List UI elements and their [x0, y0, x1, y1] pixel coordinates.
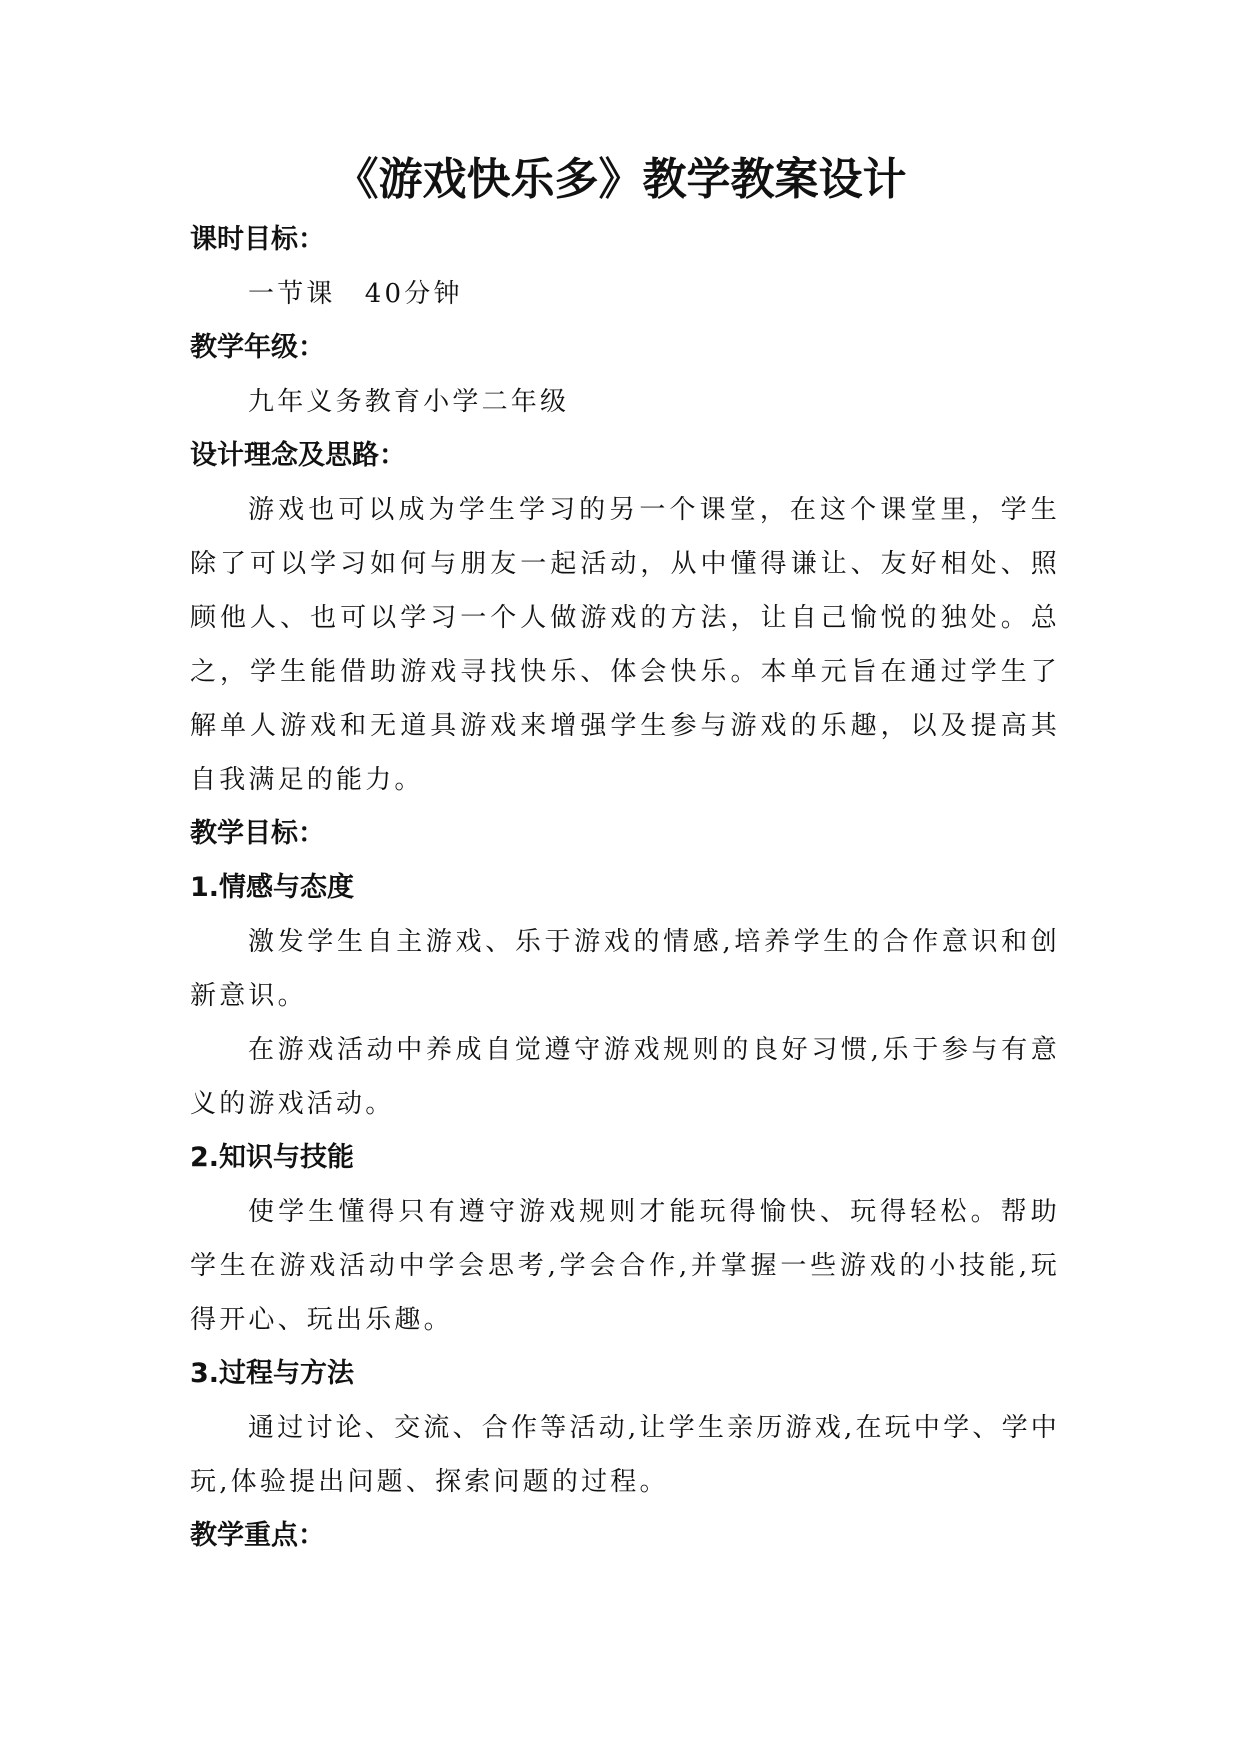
- heading-key-points: 教学重点：: [190, 1520, 325, 1551]
- emotion-paragraph-2: 在游戏活动中养成自觉遵守游戏规则的良好习惯,乐于参与有意义的游戏活动。: [190, 1035, 1060, 1119]
- process-paragraph: 通过讨论、交流、合作等活动,让学生亲历游戏,在玩中学、学中玩,体验提出问题、探索问题的过程。: [190, 1413, 1060, 1497]
- document-body: [190, 213, 1060, 1563]
- emotion-paragraph-1: 激发学生自主游戏、乐于游戏的情感,培养学生的合作意识和创新意识。: [190, 927, 1060, 1011]
- design-idea-paragraph: 游戏也可以成为学生学习的另一个课堂，在这个课堂里，学生除了可以学习如何与朋友一起活动，从中懂得谦让、友好相处、照顾他人、也可以学习一个人做游戏的方法，让自己愉悦的独处。总之，学生能借助游戏寻找快乐、体会快乐。本单元旨在通过学生了解单人游戏和无道具游戏来增强学生参与游戏的乐趣，以及提高其自我满足的能力。: [190, 495, 1060, 795]
- heading-knowledge-skill: 2.知识与技能: [190, 1142, 355, 1173]
- heading-process-method: 3.过程与方法: [190, 1358, 355, 1389]
- heading-grade: 教学年级：: [190, 332, 325, 363]
- lesson-time-text: 一节课 40分钟: [248, 279, 463, 309]
- grade-text: 九年义务教育小学二年级: [248, 387, 570, 417]
- knowledge-paragraph: 使学生懂得只有遵守游戏规则才能玩得愉快、玩得轻松。帮助学生在游戏活动中学会思考,学会合作,并掌握一些游戏的小技能,玩得开心、玩出乐趣。: [190, 1197, 1060, 1335]
- heading-teaching-goals: 教学目标：: [190, 818, 325, 849]
- document-title: 《游戏快乐多》教学教案设计: [334, 154, 907, 205]
- heading-emotion-attitude: 1.情感与态度: [190, 872, 355, 903]
- heading-design-idea: 设计理念及思路：: [190, 440, 406, 471]
- heading-lesson-time: 课时目标：: [190, 224, 325, 255]
